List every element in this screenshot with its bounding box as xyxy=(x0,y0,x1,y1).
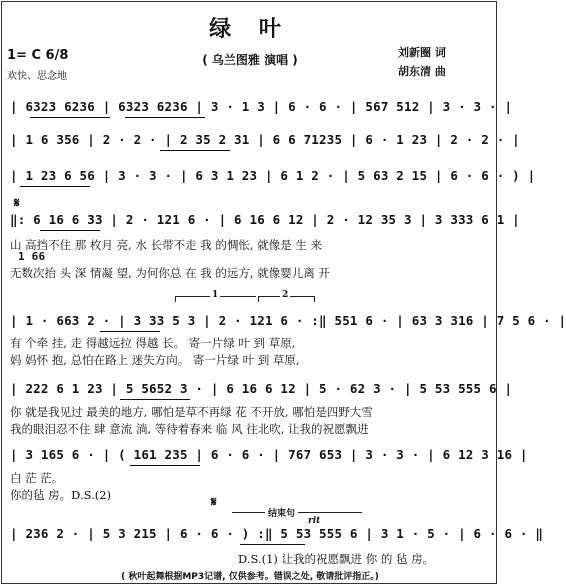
score-line-8: | 236 2 · | 5 3 215 | 6 · 6 · ) :‖ 5 53 555 6 | 3 1 · 5 · | 6 · 6 · ‖ xyxy=(10,526,544,541)
beam xyxy=(240,544,305,545)
lyricist-credit: 刘新圈 词 xyxy=(398,46,446,59)
segno-sign-2: 𝄋 xyxy=(211,495,217,510)
score-line-3: | 1 23 6 56 | 3 · 3 · | 6 3 1 23 | 6 1 2 · | 5 63 2 15 | 6 · 6 · ) | xyxy=(10,168,536,183)
footnote: ( 秋叶起舞根据MP3记谱, 仅供参考。错误之处, 敬请批评指正。) xyxy=(121,572,379,582)
lyric-line-8: D.S.(1) 让我的祝愿飘进 你 的 毡 房。 xyxy=(238,552,435,566)
lyric-line-5b: 妈 妈怀 抱, 总怕在路上 迷失方向。 寄一片绿 叶 到 草原, xyxy=(10,353,300,367)
score-line-5: | 1 · 663 2 · | 3 33 5 3 | 2 · 121 6 · :‖ 551 6 · | 63 3 316 | 7 5 6 · | xyxy=(10,313,566,328)
beam xyxy=(30,117,110,118)
composer-credit: 胡东清 曲 xyxy=(398,65,446,78)
beam xyxy=(160,150,230,151)
lyric-line-7a: 白 茫 茫。 xyxy=(10,471,64,485)
beam xyxy=(130,465,200,466)
lyric-line-6b: 我的眼泪忍不住 肆 意流 淌, 等待着春来 临 风 往北吹, 让我的祝愿飘进 xyxy=(10,422,369,436)
performance-style: 欢快、思念地 xyxy=(7,71,67,82)
lyric-line-5a: 有 个牵 挂, 走 得越远拉 得越 长。 寄一片绿 叶 到 草原, xyxy=(10,336,296,350)
score-line-6: | 222 6 1 23 | 5 5652 3 · | 6 16 6 12 | 5 · 62 3 · | 5 53 555 6 | xyxy=(10,381,513,396)
score-line-1: | 6323 6236 | 6323 6236 | 3 · 1 3 | 6 · 6 · | 567 512 | 3 · 3 · | xyxy=(10,99,513,114)
beam xyxy=(20,186,90,187)
ritardando-mark: rit xyxy=(308,516,321,526)
score-line-4: ‖: 6 16 6 33 | 2 · 121 6 · | 6 16 6 12 | 2 · 12 35 3 | 3 333 6 1 | xyxy=(10,212,520,227)
segno-sign: 𝄋 xyxy=(14,196,20,211)
lyric-line-4b: 无数次抬 头 深 情凝 望, 为何你总 在 我 的远方, 就像婴儿离 开 xyxy=(10,266,330,280)
score-line-7: | 3 165 6 · | ( 161 235 | 6 · 6 · | 767 653 | 3 · 3 · | 6 12 3 16 | xyxy=(10,447,528,462)
key-signature: 1= C 6/8 xyxy=(7,48,69,63)
lyric-line-6a: 你 就是我见过 最美的地方, 哪怕是草不再绿 花 不开放, 哪怕是四野大雪 xyxy=(10,405,373,419)
volta-number-1: 1 xyxy=(212,290,219,300)
beam xyxy=(100,331,160,332)
lyric-line-7b: 你的毡 房。D.S.(2) xyxy=(10,488,112,502)
score-line-2: | 1 6 356 | 2 · 2 · | 2 35 2 31 | 6 6 71235 | 6 · 1 23 | 2 · 2 · | xyxy=(10,132,520,147)
beam xyxy=(40,230,100,231)
beam xyxy=(120,399,190,400)
performer-subtitle: ( 乌兰图雅 演唱 ) xyxy=(202,53,298,67)
alt-notes-4b: 1 66 xyxy=(18,250,46,263)
volta-number-2: 2 xyxy=(282,290,289,300)
song-title: 绿 叶 xyxy=(209,16,291,42)
coda-label: 结束句 xyxy=(265,506,298,519)
lyric-line-4a: 山 高挡不住 那 枚月 亮, 水 长带不走 我 的惆怅, 就像是 生 来 xyxy=(10,238,323,252)
beam xyxy=(125,117,205,118)
